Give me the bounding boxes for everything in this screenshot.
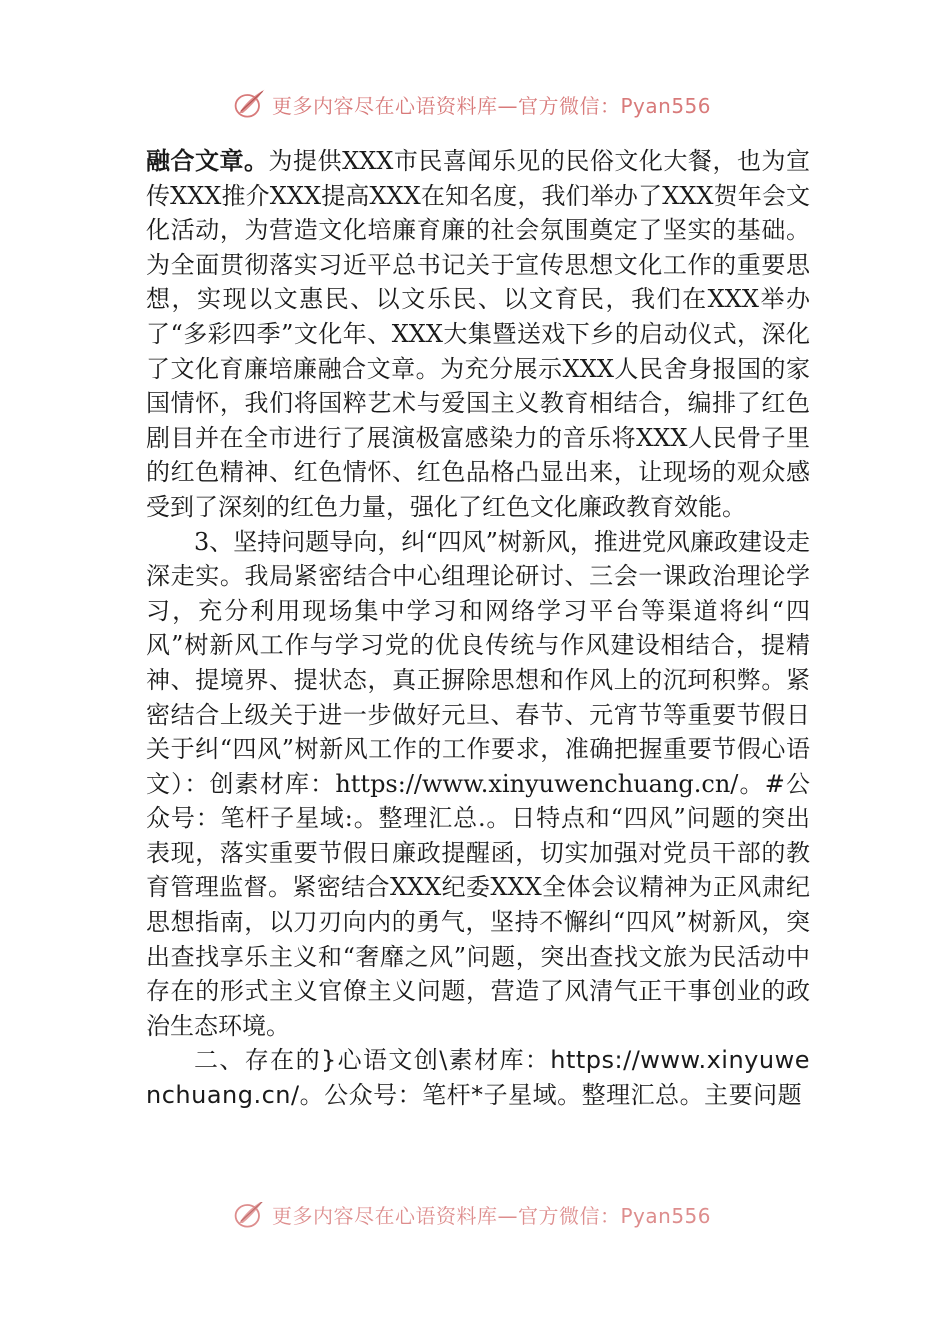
paragraph-culture: [146, 144, 810, 525]
quill-pen-logo-icon: [232, 1202, 268, 1232]
paragraph-text: 为提供XXX市民喜闻乐见的民俗文化大餐，也为宣传XXX推介XXX提高XXX在知名度，我们举办了XXX贺年会文化活动，为营造文化培廉育廉的社会氛围奠定了坚实的基础。为全面贯彻落实习近平总书记关于宣传思想文化工作的重要思想，实现以文惠民、以文乐民、以文育民，我们在XXX举办了“多彩四季”文化年、XXX大集暨送戏下乡的启动仪式，深化了文化育廉培廉融合文章。为充分展示XXX人民舍身报国的家国情怀，我们将国粹艺术与爱国主义教育相结合，编排了红色剧目并在全市进行了展演极富感染力的音乐将XXX人民骨子里的红色精神、红色情怀、红色品格凸显出来，让现场的观众感受到了深刻的红色力量，强化了红色文化廉政教育效能。: [146, 147, 810, 521]
paragraph-four-winds: 3、坚持问题导向，纠“四风”树新风，推进党风廉政建设走深走实。我局紧密结合中心组理论研讨、三会一课政治理论学习，充分利用现场集中学习和网络学习平台等渠道将纠“四风”树新风工作与学习党的优良传统与作风建设相结合，提精神、提境界、提状态，真正摒除思想和作风上的沉珂积弊。紧密结合上级关于进一步做好元旦、春节、元宵节等重要节假日关于纠“四风”树新风工作的工作要求，准确把握重要节假心语文）：创素材库：https://www.xinyuwenchuang.cn/。#公众号：笔杆子星域:。整理汇总.。日特点和“四风”问题的突出表现，落实重要节假日廉政提醒函，切实加强对党员干部的教育管理监督。紧密结合XXX纪委XXX全体会议精神为正风肃纪思想指南，以刀刃向内的勇气，坚持不懈纠“四风”树新风，突出查找享乐主义和“奢靡之风”问题，突出查找文旅为民活动中存在的形式主义官僚主义问题，营造了风清气正干事创业的政治生态环境。: [146, 527, 810, 1040]
paragraph-lead: 融合文章。: [146, 146, 269, 175]
watermark-footer: [232, 1202, 711, 1236]
document-body: [146, 144, 810, 1113]
quill-pen-logo-icon: [232, 86, 268, 122]
watermark-header: [232, 84, 711, 124]
section-heading-problems: 二、存在的}心语文创\素材库：https://www.xinyuwenchuang.cn/。公众号：笔杆*子星域。整理汇总。主要问题: [146, 1046, 810, 1110]
watermark-text: 更多内容尽在心语资料库—官方微信：Pyan556: [272, 1203, 712, 1228]
watermark-text: 更多内容尽在心语资料库—官方微信：Pyan556: [272, 93, 712, 118]
